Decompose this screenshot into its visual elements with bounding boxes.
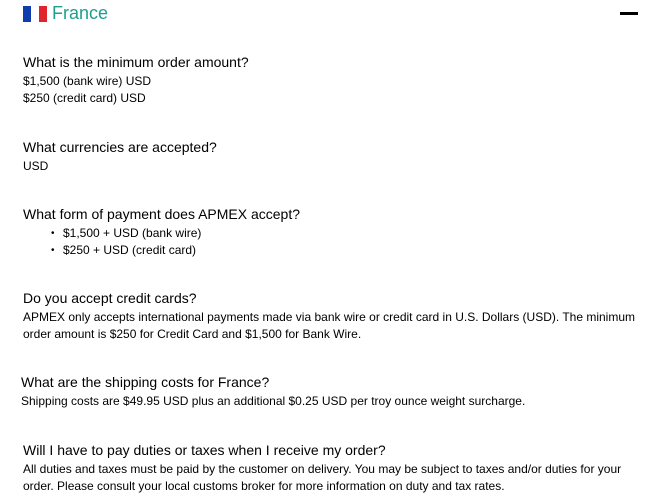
faq-answer [23,309,653,343]
payment-list [23,225,653,259]
faq-answer [21,393,651,410]
faq-answer [23,73,653,107]
faq-item-payment-forms [23,206,653,259]
faq-answer [23,158,653,175]
answer-line: order amount is $250 for Credit Card and $1,500 for Bank Wire. [23,327,362,341]
faq-item-shipping-costs [21,374,651,410]
list-item: • $250 + USD (credit card) [63,242,653,259]
faq-item-credit-cards [23,290,653,343]
answer-line: Shipping costs are $49.95 USD plus an additional $0.25 USD per troy ounce weight surcharge. [21,394,526,408]
answer-line: $1,500 (bank wire) USD [23,74,152,88]
flag-stripe-red [39,6,47,22]
answer-line: order. Please consult your local customs broker for more information on duty and tax rates. [23,479,505,493]
answer-line: All duties and taxes must be paid by the customer on delivery. You may be subject to taxes and/or duties for your [23,462,622,476]
country-accordion-header[interactable] [23,2,643,26]
country-title: France [52,3,109,23]
answer-line: USD [23,159,49,173]
flag-stripe-blue [23,6,31,22]
faq-question: Will I have to pay duties or taxes when I receive my order? [23,442,386,458]
answer-line: $250 (credit card) USD [23,91,146,105]
france-flag-icon [23,6,47,22]
faq-answer [23,461,653,495]
faq-question: What is the minimum order amount? [23,54,249,70]
list-item: • $1,500 + USD (bank wire) [63,225,653,242]
faq-item-currencies [23,139,653,175]
faq-item-duties-taxes [23,442,653,495]
answer-line: APMEX only accepts international payments made via bank wire or credit card in U.S. Dollars (USD). The minimum [23,310,636,324]
faq-question: What are the shipping costs for France? [21,374,270,390]
flag-stripe-white [31,6,39,22]
minus-icon[interactable] [620,12,638,15]
faq-item-minimum-order [23,54,653,107]
faq-question: What form of payment does APMEX accept? [23,206,301,222]
faq-question: What currencies are accepted? [23,139,217,155]
faq-question: Do you accept credit cards? [23,290,197,306]
faq-answer [23,225,653,259]
